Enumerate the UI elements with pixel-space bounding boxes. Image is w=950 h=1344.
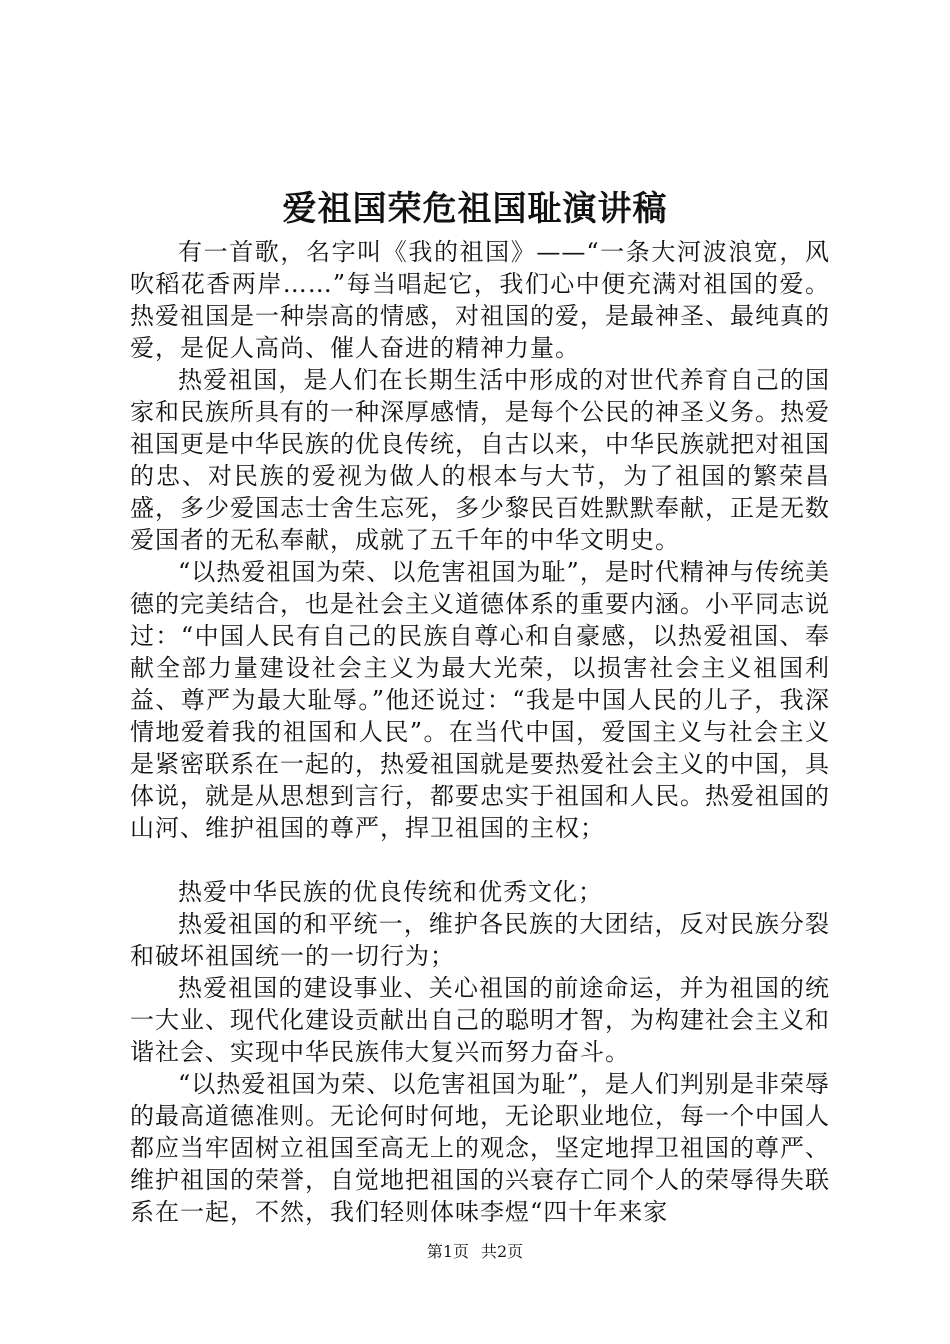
document-body xyxy=(130,236,830,1228)
paragraph-1: 有一首歌，名字叫《我的祖国》——“一条大河波浪宽，风吹稻花香两岸……”每当唱起它，我们心中便充满对祖国的爱。热爱祖国是一种崇高的情感，对祖国的爱，是最神圣、最纯真的爱，是促人高尚、催人奋进的精神力量。 xyxy=(130,238,830,362)
paragraph-4: 热爱中华民族的优良传统和优秀文化； xyxy=(178,878,603,906)
paragraph-3: “以热爱祖国为荣、以危害祖国为耻”，是时代精神与传统美德的完美结合，也是社会主义道德体系的重要内涵。小平同志说过：“中国人民有自己的民族自尊心和自豪感，以热爱祖国、奉献全部力量建设社会主义为最大光荣，以损害社会主义祖国利益、尊严为最大耻辱。”他还说过：“我是中国人民的儿子，我深情地爱着我的祖国和人民”。在当代中国，爱国主义与社会主义是紧密联系在一起的，热爱祖国就是要热爱社会主义的中国，具体说，就是从思想到言行，都要忠实于祖国和人民。热爱祖国的山河、维护祖国的尊严，捍卫祖国的主权； xyxy=(130,558,830,842)
page-footer xyxy=(0,1240,950,1264)
page-number-current: 第1页 xyxy=(426,1242,469,1261)
paragraph-7: “以热爱祖国为荣、以危害祖国为耻”，是人们判别是非荣辱的最高道德准则。无论何时何地，无论职业地位，每一个中国人都应当牢固树立祖国至高无上的观念，坚定地捍卫祖国的尊严、维护祖国的荣誉，自觉地把祖国的兴衰存亡同个人的荣辱得失联系在一起，不然，我们轻则体味李煜“四十年来家 xyxy=(130,1070,830,1226)
document-title: 爱祖国荣危祖国耻演讲稿 xyxy=(282,189,668,229)
paragraph-6: 热爱祖国的建设事业、关心祖国的前途命运，并为祖国的统一大业、现代化建设贡献出自己的聪明才智，为构建社会主义和谐社会、实现中华民族伟大复兴而努力奋斗。 xyxy=(130,974,830,1066)
page-number-total: 共2页 xyxy=(481,1242,524,1261)
paragraph-5: 热爱祖国的和平统一，维护各民族的大团结，反对民族分裂和破坏祖国统一的一切行为； xyxy=(130,910,830,970)
paragraph-2: 热爱祖国，是人们在长期生活中形成的对世代养育自己的国家和民族所具有的一种深厚感情，是每个公民的神圣义务。热爱祖国更是中华民族的优良传统，自古以来，中华民族就把对祖国的忠、对民族的爱视为做人的根本与大节，为了祖国的繁荣昌盛，多少爱国志士舍生忘死，多少黎民百姓默默奉献，正是无数爱国者的无私奉献，成就了五千年的中华文明史。 xyxy=(130,366,830,554)
